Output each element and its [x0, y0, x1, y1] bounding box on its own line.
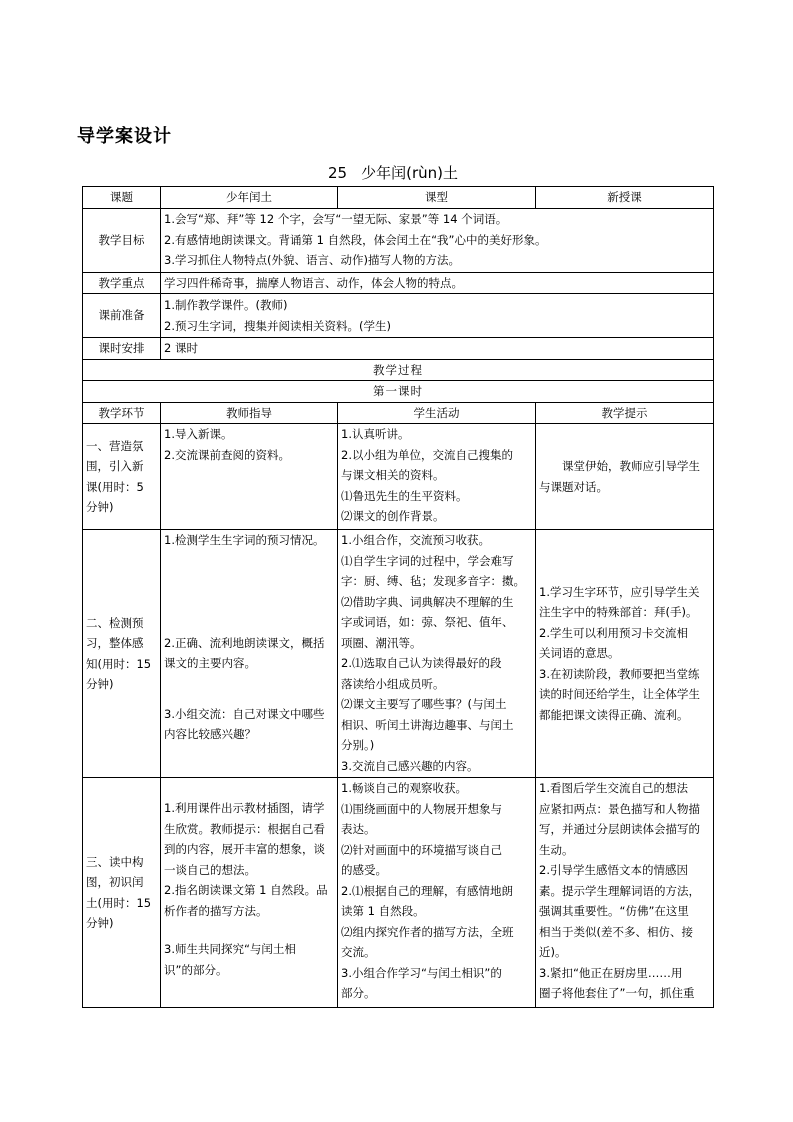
- label-lesson-type: 课型: [338, 187, 536, 209]
- process-title: 教学过程: [83, 359, 714, 381]
- goal-item: 2.有感情地朗读课文。背诵第 1 自然段，体会闰土在“我”心中的美好形象。: [164, 232, 547, 247]
- tips-line: 2.引导学生感悟文本的情感因: [539, 863, 688, 877]
- lesson-plan-table: [82, 186, 714, 1008]
- student-line: ⑴围绕画面中的人物展开想象与: [341, 801, 502, 816]
- process-title-row: [83, 359, 714, 381]
- teacher-line: 析作者的描写方法。: [164, 903, 268, 918]
- student-line: 字或词语，如：弶、祭祀、值年、: [341, 615, 514, 629]
- goal-item: 3.学习抓住人物特点(外貌、语言、动作)描写人物的方法。: [164, 253, 460, 268]
- label-topic: 课题: [83, 187, 161, 209]
- tips-line: 近)。: [539, 945, 567, 959]
- focus-text: 学习四件稀奇事，揣摩人物语言、动作，体会人物的特点。: [161, 272, 714, 294]
- stage-row: [83, 424, 714, 530]
- tips-line: 应紧扣两点：景色描写和人物描: [539, 801, 700, 816]
- tips-line: 3.紧扣“他正在厨房里……用: [539, 965, 683, 980]
- tips-line: 1.看图后学生交流自己的想法: [539, 781, 688, 795]
- stage-row: [83, 778, 714, 1008]
- value-topic: 少年闰土: [161, 187, 338, 209]
- label-schedule: 课时安排: [83, 338, 161, 360]
- teacher-line: 3.小组交流：自己对课文中哪些: [164, 706, 325, 721]
- stage-name-cell: [83, 530, 161, 778]
- student-line: 读第 1 自然段。: [341, 904, 425, 918]
- column-header-row: [83, 402, 714, 424]
- teacher-line: 1.利用课件出示教材插图，请学: [164, 801, 325, 815]
- prep-item: 2.预习生字词，搜集并阅读相关资料。(学生): [164, 318, 391, 333]
- stage-name-line: 分钟): [86, 916, 114, 930]
- teacher-line: 1.导入新课。: [164, 427, 233, 441]
- tips-line: 圈子将他套住了”一句，抓住重: [539, 986, 695, 1000]
- period-title: 第一课时: [83, 381, 714, 403]
- teacher-line: 生欣赏。教师提示：根据自己看: [164, 821, 325, 836]
- stage-name-cell: [83, 424, 161, 530]
- student-line: ⑵课文主要写了哪些事？(与闰土: [341, 697, 507, 711]
- tips-line: 生动。: [539, 842, 574, 857]
- teacher-line: 到的内容，展开丰富的想象，谈: [164, 842, 325, 856]
- student-line: 部分。: [341, 986, 376, 1000]
- lesson-title: [328, 162, 458, 183]
- tips-line: 素。提示学生理解词语的方法，: [539, 883, 700, 898]
- tips-line: 都能把课文读得正确、流利。: [539, 707, 689, 722]
- student-line: 2.⑴根据自己的理解，有感情地朗: [341, 883, 513, 898]
- student-line: 相识、听闰土讲海边趣事、与闰土: [341, 717, 514, 732]
- student-line: ⑵借助字典、词典解决不理解的生: [341, 594, 514, 609]
- stage-name-line: 三、读中构: [86, 854, 144, 869]
- tips-line: 写，并通过分层朗读体会描写的: [539, 822, 700, 836]
- stage-name-line: 一、营造氛: [86, 438, 144, 453]
- info-row-schedule: [83, 338, 714, 360]
- teacher-line: 识”的部分。: [164, 962, 228, 977]
- student-line: 3.小组合作学习“与闰土相识”的: [341, 965, 502, 980]
- teacher-line: 课文的主要内容。: [164, 656, 256, 670]
- teacher-line: 一谈自己的想法。: [164, 862, 256, 877]
- stage-name-line: 知(用时：15: [86, 656, 152, 671]
- teacher-line: 2.指名朗读课文第 1 自然段。品: [164, 883, 328, 897]
- document-heading: 导学案设计: [77, 126, 172, 147]
- tips-line: 3.在初读阶段，教师要把当堂练: [539, 666, 700, 681]
- teacher-line: 3.师生共同探究“与闰土相: [164, 942, 296, 956]
- student-line: 2.⑴选取自己认为读得最好的段: [341, 656, 502, 670]
- column-header: 教学环节: [83, 402, 161, 424]
- student-line: ⑴鲁迅先生的生平资料。: [341, 488, 468, 503]
- student-line: ⑵课文的创作背景。: [341, 509, 445, 523]
- info-row-prep: [83, 294, 714, 338]
- goals-cell: [161, 208, 714, 272]
- student-line: 分别。): [341, 738, 375, 752]
- stage-name-line: 二、检测预: [86, 615, 144, 630]
- column-header: 学生活动: [338, 402, 536, 424]
- stage-row: [83, 530, 714, 778]
- teacher-line: 2.交流课前查阅的资料。: [164, 447, 290, 462]
- schedule-text: 2 课时: [161, 338, 714, 360]
- goal-item: 1.会写“郑、拜”等 12 个字，会写“一望无际、家景”等 14 个词语。: [164, 212, 508, 227]
- stage-name-line: 围，引入新: [86, 459, 144, 473]
- teacher-line: 2.正确、流利地朗读课文，概括: [164, 635, 325, 650]
- tips-line: 1.学习生字环节，应引导学生关: [539, 584, 700, 599]
- student-line: 表达。: [341, 822, 376, 836]
- stage-name-line: 土(用时：15: [86, 895, 152, 910]
- label-goals: 教学目标: [83, 208, 161, 272]
- lesson-name: 少年闰(rùn)土: [361, 164, 458, 182]
- tips-line: 与课题对话。: [539, 479, 608, 494]
- student-line: 2.以小组为单位，交流自己搜集的: [341, 447, 513, 462]
- label-prep: 课前准备: [83, 294, 161, 338]
- prep-cell: [161, 294, 714, 338]
- tips-line: 关词语的意思。: [539, 646, 620, 661]
- student-line: 1.小组合作，交流预习收获。: [341, 533, 490, 547]
- period-title-row: [83, 381, 714, 403]
- tips-line: 相当于类似(差不多、相仿、接: [539, 924, 693, 939]
- tips-line: 强调其重要性。“仿佛”在这里: [539, 904, 689, 918]
- stage-name-line: 分钟): [86, 677, 114, 691]
- student-activity-cell: [338, 778, 536, 1008]
- teaching-tips-cell: [536, 778, 714, 1008]
- tips-line: 注生字中的特殊部首：拜(手)。: [539, 605, 698, 620]
- stage-name-line: 习，整体感: [86, 636, 144, 650]
- teacher-guidance-cell: [161, 778, 338, 1008]
- student-line: 1.畅谈自己的观察收获。: [341, 781, 467, 795]
- info-row-topic: [83, 187, 714, 209]
- teaching-tips-cell: [536, 424, 714, 530]
- student-line: 字：厨、缚、毡；发现多音字：擞。: [341, 574, 525, 588]
- student-line: ⑵针对画面中的环境描写谈自己: [341, 842, 502, 857]
- column-header: 教师指导: [161, 402, 338, 424]
- info-row-focus: [83, 272, 714, 294]
- student-line: 落读给小组成员听。: [341, 676, 445, 691]
- lesson-number: 25: [328, 164, 348, 182]
- label-focus: 教学重点: [83, 272, 161, 294]
- student-line: 与课文相关的资料。: [341, 468, 445, 482]
- teacher-line: 内容比较感兴趣？: [164, 727, 256, 741]
- prep-item: 1.制作教学课件。(教师): [164, 298, 288, 312]
- tips-line: 读的时间还给学生，让全体学生: [539, 687, 700, 702]
- column-header: 教学提示: [536, 402, 714, 424]
- stage-name-line: 图，初识闰: [86, 875, 144, 889]
- student-line: ⑴自学生字词的过程中，学会难写: [341, 553, 514, 568]
- teacher-line: 1.检测学生生字词的预习情况。: [164, 533, 325, 547]
- tips-line: 2.学生可以利用预习卡交流相: [539, 625, 688, 640]
- student-line: 的感受。: [341, 863, 387, 877]
- student-line: 交流。: [341, 945, 376, 959]
- student-line: ⑵组内探究作者的描写方法，全班: [341, 924, 514, 939]
- student-line: 1.认真听讲。: [341, 427, 410, 441]
- teacher-guidance-cell: [161, 424, 338, 530]
- stage-name-line: 课(用时：5: [86, 479, 144, 494]
- tips-line: 课堂伊始，教师应引导学生: [562, 459, 700, 473]
- student-line: 3.交流自己感兴趣的内容。: [341, 758, 479, 773]
- student-activity-cell: [338, 530, 536, 778]
- stage-name-cell: [83, 778, 161, 1008]
- student-activity-cell: [338, 424, 536, 530]
- teaching-tips-cell: [536, 530, 714, 778]
- value-lesson-type: 新授课: [536, 187, 714, 209]
- student-line: 项圈、潮汛等。: [341, 635, 422, 650]
- teacher-guidance-cell: [161, 530, 338, 778]
- stage-name-line: 分钟): [86, 500, 114, 514]
- info-row-goals: [83, 208, 714, 272]
